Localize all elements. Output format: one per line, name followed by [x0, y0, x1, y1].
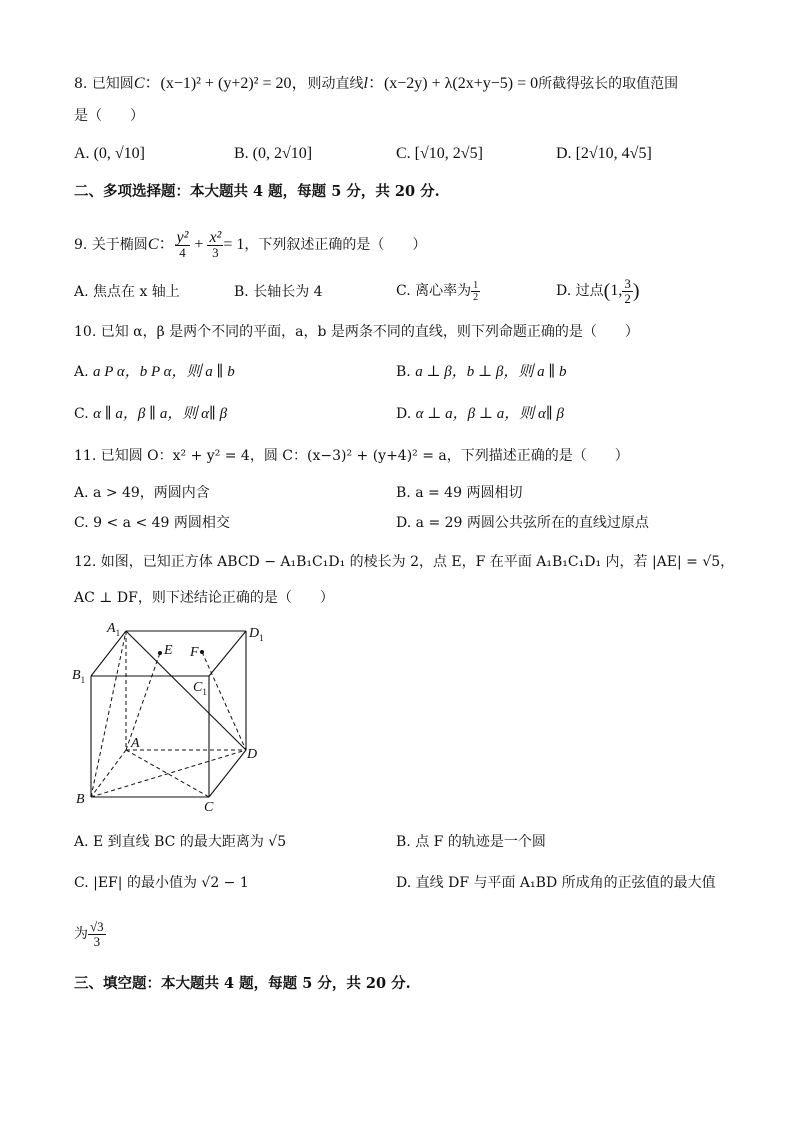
q9-ellipse-name: C — [147, 236, 159, 253]
q11-option-c — [74, 513, 230, 533]
q10-number: 10. — [74, 324, 97, 340]
q9-eq-rest: = 1 — [223, 236, 245, 253]
q11-option-d-text: a = 29 两圆公共弦所在的直线过原点 — [415, 515, 649, 531]
q12-option-d-cont-pre: 为 — [74, 926, 88, 942]
label-b: B — [76, 792, 85, 807]
q12-number: 12. — [74, 554, 97, 570]
q11-option-a — [74, 483, 210, 503]
q9-post: ，下列叙述正确的是（ ） — [244, 237, 427, 253]
q9-option-b-label: B. — [234, 284, 249, 300]
label-a: A — [131, 736, 140, 751]
q9-option-a — [74, 282, 180, 302]
q12-option-d-text: 直线 DF 与平面 A₁BD 所成角的正弦值的最大值 — [415, 875, 716, 891]
q9-option-c-frac: $\frac{1}{2}$ — [473, 279, 479, 303]
hidden-segment-b-a1 — [91, 631, 126, 797]
q11-number: 11. — [74, 448, 97, 464]
q8-option-d-text: [2√10, 4√5] — [575, 145, 652, 162]
q12-stem-line1 — [74, 552, 734, 572]
q9-option-d-label: D. — [556, 283, 572, 299]
label-e: E — [164, 643, 173, 658]
q10-option-d-label: D. — [396, 406, 412, 422]
q11-option-d-label: D. — [396, 515, 412, 531]
q9-frac-x: $\frac{\text{x²}}{3}$ — [209, 228, 222, 260]
q11-option-c-label: C. — [74, 515, 89, 531]
point-f — [200, 650, 204, 654]
q9-number: 9. — [74, 237, 88, 253]
q8-option-d — [556, 144, 652, 164]
q9-option-d-text: 过点 — [575, 283, 604, 299]
q8-option-b-label: B. — [234, 145, 249, 162]
point-e — [158, 651, 162, 655]
q8-option-d-label: D. — [556, 145, 572, 162]
label-f: F — [190, 645, 199, 660]
q11-option-b-text: a = 49 两圆相切 — [415, 485, 523, 501]
q11-option-b-label: B. — [396, 485, 411, 501]
q8-stem-cont: 是（ ） — [74, 108, 144, 124]
label-d: D — [247, 747, 258, 762]
q10-option-a — [74, 362, 235, 382]
q10-option-b-label: B. — [396, 364, 411, 380]
q10-text: 已知 α，β 是两个不同的平面，a，b 是两条不同的直线，则下列命题正确的是（ ） — [100, 324, 639, 340]
label-d1: $D_1$ — [249, 626, 264, 643]
q11-option-a-label: A. — [74, 485, 89, 501]
q9-option-b — [234, 282, 323, 302]
q10-option-b-text: a ⊥ β，b ⊥ β，则 a ∥ b — [415, 364, 567, 380]
q9-option-c — [396, 276, 480, 306]
q11-option-d — [396, 513, 649, 533]
q8-option-c — [396, 144, 483, 164]
q12-line1-text: 如图，已知正方体 ABCD − A₁B₁C₁D₁ 的棱长为 2，点 E，F 在平面 A₁B₁C₁D₁ 内，若 |AE| = √5， — [100, 554, 735, 570]
q10-option-c — [74, 404, 227, 424]
q9-option-b-text: 长轴长为 4 — [253, 284, 323, 300]
section-2-heading: 二、多项选择题：本大题共 4 题，每题 5 分，共 20 分. — [74, 183, 440, 200]
q8-post: 所截得弦长的取值范围 — [538, 76, 679, 92]
q8-option-a-label: A. — [74, 145, 90, 162]
q9-pre: 关于椭圆 — [91, 237, 148, 253]
q8-option-a-text: (0, √10] — [93, 145, 145, 162]
q12-stem-line2: AC ⊥ DF，则下述结论正确的是（ ） — [74, 590, 334, 606]
edge-c-d — [209, 750, 246, 797]
q8-line-name: l — [363, 75, 368, 92]
q8-option-b — [234, 144, 312, 164]
q12-option-d-label: D. — [396, 875, 412, 891]
q8-circle-eq: ：(x−1)² + (y+2)² = 20， — [144, 75, 308, 92]
q12-option-a-label: A. — [74, 834, 89, 850]
q8-circle-name: C — [133, 75, 145, 92]
q8-mid: 则动直线 — [307, 76, 364, 92]
q8-pre: 已知圆 — [91, 76, 134, 92]
q12-option-d-frac: $\frac{√3}{3}$ — [90, 918, 104, 949]
q9-stem: 9. 关于椭圆C： $\frac{\text{y²}}{4}$ + $\frac{\text{x²}}{3}$ = 1，下列叙述正确的是（ ） — [74, 228, 427, 260]
hidden-segment-b-d — [91, 750, 246, 797]
q12-option-c-label: C. — [74, 875, 89, 891]
q10-option-a-label: A. — [74, 364, 89, 380]
q9-option-c-text: 离心率为 — [415, 283, 472, 299]
q12-option-c — [74, 873, 249, 893]
q10-option-d — [396, 404, 564, 424]
section-3-heading: 三、填空题：本大题共 4 题，每题 5 分，共 20 分. — [74, 975, 411, 992]
q11-text: 已知圆 O：x² + y² = 4，圆 C：(x−3)² + (y+4)² = a，下列描述正确的是（ ） — [100, 448, 629, 464]
q9-option-a-text: 焦点在 x 轴上 — [93, 284, 180, 300]
q8-stem — [74, 74, 678, 94]
q10-option-b — [396, 362, 567, 382]
label-c: C — [204, 800, 214, 815]
q12-option-d-cont — [74, 914, 106, 954]
q11-option-a-text: a > 49，两圆内含 — [93, 485, 210, 501]
q8-option-b-text: (0, 2√10] — [252, 145, 313, 162]
label-a1: $A_1$ — [107, 621, 121, 638]
label-b1: $B_1$ — [72, 668, 86, 685]
q9-option-d: D. 过点(1, $\frac{3}{2}$ ) — [556, 275, 640, 306]
q11-option-b — [396, 483, 522, 503]
cube-figure — [70, 612, 270, 822]
edge-d1-c1 — [209, 631, 246, 676]
q12-option-b-label: B. — [396, 834, 411, 850]
q10-stem — [74, 322, 639, 342]
q9-option-c-label: C. — [396, 283, 411, 299]
q8-line-eq: ：(x−2y) + λ(2x+y−5) = 0 — [367, 75, 539, 92]
edge-a1-b1 — [91, 631, 126, 676]
q8-option-c-text: [√10, 2√5] — [414, 145, 483, 162]
q12-option-b — [396, 832, 546, 852]
q11-stem — [74, 446, 629, 466]
q11-option-c-text: 9 < a < 49 两圆相交 — [93, 515, 230, 531]
q8-number: 8. — [74, 76, 88, 92]
q8-option-a — [74, 144, 145, 164]
q9-option-a-label: A. — [74, 284, 89, 300]
q8-option-c-label: C. — [396, 145, 411, 162]
q12-option-d — [396, 873, 716, 893]
q12-option-b-text: 点 F 的轨迹是一个圆 — [415, 834, 546, 850]
q10-option-c-text: α ∥ a，β ∥ a，则 α∥ β — [93, 406, 228, 422]
q12-option-a-text: E 到直线 BC 的最大距离为 √5 — [93, 834, 287, 850]
q10-option-d-text: α ⊥ a，β ⊥ a，则 α∥ β — [415, 406, 564, 422]
label-c1: $C_1$ — [193, 680, 207, 697]
q9-option-d-frac: $\frac{3}{2}$ — [624, 275, 631, 306]
q9-frac-y: $\frac{\text{y²}}{4}$ — [176, 228, 189, 260]
q12-option-c-text: |EF| 的最小值为 √2 − 1 — [93, 875, 249, 891]
q12-option-a — [74, 832, 286, 852]
q10-option-c-label: C. — [74, 406, 89, 422]
q10-option-a-text: a P α，b P α，则 a ∥ b — [93, 364, 235, 380]
segment-a1-d — [126, 631, 246, 750]
